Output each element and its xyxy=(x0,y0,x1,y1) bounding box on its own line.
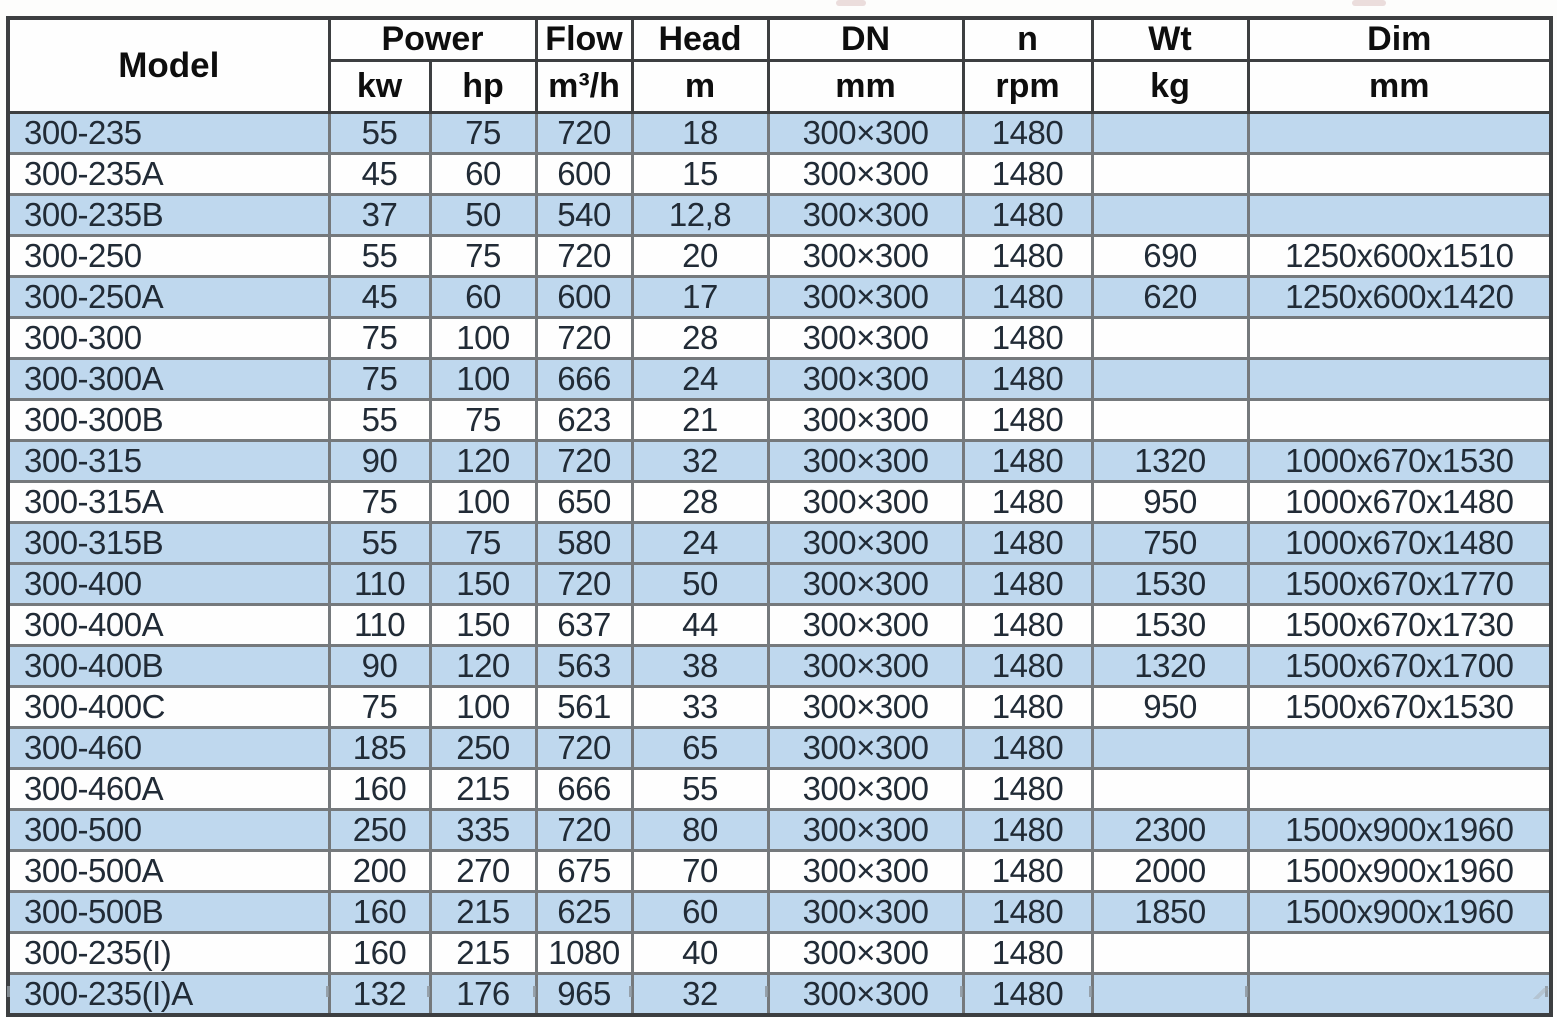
col-header-head: Head xyxy=(632,18,768,61)
cell-dn: 300×300 xyxy=(768,892,963,933)
cell-power-kw: 200 xyxy=(329,851,430,892)
cell-flow: 623 xyxy=(536,400,632,441)
cell-flow: 650 xyxy=(536,482,632,523)
cell-model: 300-400 xyxy=(8,564,329,605)
pump-spec-table xyxy=(6,16,1553,1017)
cell-dim: 1500x670x1770 xyxy=(1248,564,1551,605)
cell-dn: 300×300 xyxy=(768,113,963,154)
cell-dim xyxy=(1248,195,1551,236)
cell-power-kw: 45 xyxy=(329,154,430,195)
cell-wt: 950 xyxy=(1092,482,1248,523)
cell-wt xyxy=(1092,318,1248,359)
col-header-dn: DN xyxy=(768,18,963,61)
cell-dn: 300×300 xyxy=(768,195,963,236)
cell-power-hp: 75 xyxy=(430,113,536,154)
cell-dim: 1500x900x1960 xyxy=(1248,892,1551,933)
cell-flow: 666 xyxy=(536,359,632,400)
cell-power-hp: 120 xyxy=(430,646,536,687)
cell-wt: 1850 xyxy=(1092,892,1248,933)
unit-flow: m³/h xyxy=(536,61,632,113)
cell-power-hp: 60 xyxy=(430,277,536,318)
table-row xyxy=(8,810,1551,851)
cell-wt: 750 xyxy=(1092,523,1248,564)
table-row xyxy=(8,195,1551,236)
cell-power-hp: 75 xyxy=(430,400,536,441)
cell-power-kw: 55 xyxy=(329,400,430,441)
cell-rpm: 1480 xyxy=(963,482,1092,523)
cell-rpm: 1480 xyxy=(963,318,1092,359)
table-row xyxy=(8,851,1551,892)
table-row xyxy=(8,113,1551,154)
cell-power-hp: 100 xyxy=(430,482,536,523)
cell-dn: 300×300 xyxy=(768,277,963,318)
col-header-dim: Dim xyxy=(1248,18,1551,61)
cell-power-kw: 110 xyxy=(329,605,430,646)
cell-rpm: 1480 xyxy=(963,892,1092,933)
cell-model: 300-250A xyxy=(8,277,329,318)
cell-power-kw: 160 xyxy=(329,933,430,974)
header-row-labels xyxy=(8,18,1551,61)
cell-wt: 620 xyxy=(1092,277,1248,318)
cell-power-kw: 110 xyxy=(329,564,430,605)
cell-wt xyxy=(1092,400,1248,441)
cell-power-hp: 215 xyxy=(430,933,536,974)
cell-dn: 300×300 xyxy=(768,974,963,1016)
cell-rpm: 1480 xyxy=(963,441,1092,482)
cell-dim: 1500x900x1960 xyxy=(1248,810,1551,851)
cell-power-kw: 45 xyxy=(329,277,430,318)
table-row xyxy=(8,687,1551,728)
cell-wt: 950 xyxy=(1092,687,1248,728)
cell-power-kw: 132 xyxy=(329,974,430,1016)
cell-rpm: 1480 xyxy=(963,810,1092,851)
cell-model: 300-460 xyxy=(8,728,329,769)
cell-power-kw: 185 xyxy=(329,728,430,769)
cropped-row-line xyxy=(765,986,768,997)
cell-power-hp: 100 xyxy=(430,687,536,728)
cell-head: 12,8 xyxy=(632,195,768,236)
cell-model: 300-235(I)A xyxy=(8,974,329,1016)
cell-head: 15 xyxy=(632,154,768,195)
cell-dim: 1250x600x1510 xyxy=(1248,236,1551,277)
cell-dn: 300×300 xyxy=(768,154,963,195)
cell-model: 300-315A xyxy=(8,482,329,523)
cell-flow: 600 xyxy=(536,277,632,318)
unit-hp: hp xyxy=(430,61,536,113)
cell-dn: 300×300 xyxy=(768,236,963,277)
cell-power-kw: 37 xyxy=(329,195,430,236)
cell-power-kw: 250 xyxy=(329,810,430,851)
col-header-wt: Wt xyxy=(1092,18,1248,61)
cell-dim: 1500x670x1700 xyxy=(1248,646,1551,687)
cell-head: 60 xyxy=(632,892,768,933)
unit-dim: mm xyxy=(1248,61,1551,113)
cell-wt xyxy=(1092,728,1248,769)
cell-model: 300-235B xyxy=(8,195,329,236)
cell-head: 80 xyxy=(632,810,768,851)
cell-dim: 1500x900x1960 xyxy=(1248,851,1551,892)
cell-dn: 300×300 xyxy=(768,933,963,974)
cell-rpm: 1480 xyxy=(963,564,1092,605)
scan-artifact xyxy=(1528,988,1554,999)
cell-rpm: 1480 xyxy=(963,400,1092,441)
cell-rpm: 1480 xyxy=(963,974,1092,1016)
cropped-text-artifact xyxy=(1352,0,1386,6)
cell-wt xyxy=(1092,359,1248,400)
cell-dn: 300×300 xyxy=(768,359,963,400)
cell-model: 300-300A xyxy=(8,359,329,400)
cropped-text-artifact xyxy=(836,0,866,6)
cell-rpm: 1480 xyxy=(963,236,1092,277)
cell-dn: 300×300 xyxy=(768,687,963,728)
cell-model: 300-300B xyxy=(8,400,329,441)
cell-power-kw: 75 xyxy=(329,482,430,523)
cropped-row-line xyxy=(960,986,963,997)
cell-wt xyxy=(1092,933,1248,974)
cell-power-hp: 100 xyxy=(430,318,536,359)
table-row xyxy=(8,769,1551,810)
cell-head: 32 xyxy=(632,441,768,482)
cell-power-hp: 215 xyxy=(430,769,536,810)
table-row xyxy=(8,523,1551,564)
table-row xyxy=(8,605,1551,646)
cell-rpm: 1480 xyxy=(963,195,1092,236)
unit-dn: mm xyxy=(768,61,963,113)
cell-flow: 637 xyxy=(536,605,632,646)
cell-power-kw: 160 xyxy=(329,892,430,933)
cell-rpm: 1480 xyxy=(963,687,1092,728)
cropped-row-line xyxy=(7,986,10,997)
unit-kw: kw xyxy=(329,61,430,113)
cell-flow: 720 xyxy=(536,318,632,359)
cell-power-hp: 270 xyxy=(430,851,536,892)
cell-dim xyxy=(1248,769,1551,810)
cell-flow: 600 xyxy=(536,154,632,195)
cropped-row-line xyxy=(629,986,632,997)
cell-flow: 563 xyxy=(536,646,632,687)
table-row xyxy=(8,933,1551,974)
cell-power-hp: 60 xyxy=(430,154,536,195)
cell-head: 20 xyxy=(632,236,768,277)
cell-model: 300-400A xyxy=(8,605,329,646)
unit-head: m xyxy=(632,61,768,113)
cell-head: 24 xyxy=(632,523,768,564)
cell-flow: 561 xyxy=(536,687,632,728)
cell-dn: 300×300 xyxy=(768,810,963,851)
cell-wt: 1320 xyxy=(1092,646,1248,687)
cell-rpm: 1480 xyxy=(963,154,1092,195)
cell-dn: 300×300 xyxy=(768,400,963,441)
cell-wt xyxy=(1092,195,1248,236)
cell-power-hp: 50 xyxy=(430,195,536,236)
cell-power-hp: 75 xyxy=(430,236,536,277)
cropped-row-line xyxy=(1245,986,1248,997)
cell-power-kw: 90 xyxy=(329,441,430,482)
cell-flow: 540 xyxy=(536,195,632,236)
cell-rpm: 1480 xyxy=(963,523,1092,564)
cell-wt: 1320 xyxy=(1092,441,1248,482)
cell-wt: 1530 xyxy=(1092,605,1248,646)
table-row xyxy=(8,318,1551,359)
cell-flow: 720 xyxy=(536,113,632,154)
cell-rpm: 1480 xyxy=(963,851,1092,892)
table-header xyxy=(8,18,1551,113)
col-header-flow: Flow xyxy=(536,18,632,61)
cell-flow: 675 xyxy=(536,851,632,892)
table-row xyxy=(8,728,1551,769)
cell-power-kw: 75 xyxy=(329,687,430,728)
cell-dn: 300×300 xyxy=(768,605,963,646)
cell-rpm: 1480 xyxy=(963,605,1092,646)
cell-head: 17 xyxy=(632,277,768,318)
cell-power-hp: 100 xyxy=(430,359,536,400)
col-header-power: Power xyxy=(329,18,536,61)
cell-rpm: 1480 xyxy=(963,359,1092,400)
table-row xyxy=(8,277,1551,318)
cell-power-kw: 160 xyxy=(329,769,430,810)
cell-power-hp: 120 xyxy=(430,441,536,482)
cropped-row-line xyxy=(1089,986,1092,997)
cell-model: 300-500A xyxy=(8,851,329,892)
cell-power-hp: 150 xyxy=(430,564,536,605)
cell-dn: 300×300 xyxy=(768,318,963,359)
table-row xyxy=(8,400,1551,441)
cropped-row-line xyxy=(533,986,536,997)
cell-head: 55 xyxy=(632,769,768,810)
cell-dn: 300×300 xyxy=(768,523,963,564)
cell-head: 21 xyxy=(632,400,768,441)
cell-dim xyxy=(1248,113,1551,154)
cell-model: 300-315B xyxy=(8,523,329,564)
cell-dim xyxy=(1248,359,1551,400)
unit-n: rpm xyxy=(963,61,1092,113)
cell-rpm: 1480 xyxy=(963,933,1092,974)
cell-dim xyxy=(1248,728,1551,769)
cell-dn: 300×300 xyxy=(768,851,963,892)
cell-power-hp: 75 xyxy=(430,523,536,564)
cell-model: 300-400C xyxy=(8,687,329,728)
cell-head: 40 xyxy=(632,933,768,974)
cell-dim xyxy=(1248,318,1551,359)
cell-head: 70 xyxy=(632,851,768,892)
table-row xyxy=(8,441,1551,482)
cell-head: 50 xyxy=(632,564,768,605)
cell-rpm: 1480 xyxy=(963,277,1092,318)
cell-model: 300-500B xyxy=(8,892,329,933)
cropped-next-row xyxy=(0,986,1557,1000)
cell-dim: 1500x670x1530 xyxy=(1248,687,1551,728)
cell-flow: 720 xyxy=(536,728,632,769)
cell-power-kw: 90 xyxy=(329,646,430,687)
cell-rpm: 1480 xyxy=(963,113,1092,154)
cell-dim: 1000x670x1480 xyxy=(1248,523,1551,564)
cell-dn: 300×300 xyxy=(768,482,963,523)
cell-dim: 1000x670x1530 xyxy=(1248,441,1551,482)
cell-wt: 2300 xyxy=(1092,810,1248,851)
cell-model: 300-500 xyxy=(8,810,329,851)
cell-head: 18 xyxy=(632,113,768,154)
table-row xyxy=(8,359,1551,400)
cell-head: 28 xyxy=(632,318,768,359)
cell-head: 44 xyxy=(632,605,768,646)
cell-power-kw: 55 xyxy=(329,236,430,277)
cell-flow: 1080 xyxy=(536,933,632,974)
cell-power-hp: 176 xyxy=(430,974,536,1016)
cell-flow: 720 xyxy=(536,810,632,851)
cell-flow: 720 xyxy=(536,236,632,277)
table-body xyxy=(8,113,1551,1016)
cell-wt: 1530 xyxy=(1092,564,1248,605)
cell-head: 32 xyxy=(632,974,768,1016)
cell-power-kw: 55 xyxy=(329,113,430,154)
cell-wt xyxy=(1092,113,1248,154)
cell-head: 65 xyxy=(632,728,768,769)
cell-dn: 300×300 xyxy=(768,728,963,769)
cell-head: 33 xyxy=(632,687,768,728)
cell-model: 300-235(I) xyxy=(8,933,329,974)
cell-head: 38 xyxy=(632,646,768,687)
cell-rpm: 1480 xyxy=(963,769,1092,810)
cell-flow: 666 xyxy=(536,769,632,810)
cell-dim xyxy=(1248,154,1551,195)
cropped-row-line xyxy=(427,986,430,997)
table-row xyxy=(8,482,1551,523)
cell-model: 300-400B xyxy=(8,646,329,687)
cell-dn: 300×300 xyxy=(768,646,963,687)
cell-model: 300-300 xyxy=(8,318,329,359)
table-row xyxy=(8,236,1551,277)
cell-dim: 1500x670x1730 xyxy=(1248,605,1551,646)
col-header-model: Model xyxy=(8,18,329,113)
cell-dn: 300×300 xyxy=(768,564,963,605)
cell-power-kw: 75 xyxy=(329,359,430,400)
cell-dim xyxy=(1248,400,1551,441)
cell-dim: 1250x600x1420 xyxy=(1248,277,1551,318)
cell-wt xyxy=(1092,154,1248,195)
table-row xyxy=(8,564,1551,605)
cell-model: 300-460A xyxy=(8,769,329,810)
cell-power-hp: 215 xyxy=(430,892,536,933)
cell-rpm: 1480 xyxy=(963,646,1092,687)
cell-dim xyxy=(1248,933,1551,974)
cell-model: 300-235A xyxy=(8,154,329,195)
cell-wt: 690 xyxy=(1092,236,1248,277)
col-header-n: n xyxy=(963,18,1092,61)
cell-dn: 300×300 xyxy=(768,769,963,810)
cell-model: 300-235 xyxy=(8,113,329,154)
cell-rpm: 1480 xyxy=(963,728,1092,769)
cell-flow: 720 xyxy=(536,441,632,482)
table-row xyxy=(8,154,1551,195)
cell-power-kw: 75 xyxy=(329,318,430,359)
cell-power-hp: 335 xyxy=(430,810,536,851)
cell-power-hp: 150 xyxy=(430,605,536,646)
table-row xyxy=(8,892,1551,933)
cell-flow: 965 xyxy=(536,974,632,1016)
cell-model: 300-315 xyxy=(8,441,329,482)
cell-wt xyxy=(1092,769,1248,810)
cell-wt: 2000 xyxy=(1092,851,1248,892)
cell-power-hp: 250 xyxy=(430,728,536,769)
cell-flow: 720 xyxy=(536,564,632,605)
unit-wt: kg xyxy=(1092,61,1248,113)
table-row xyxy=(8,646,1551,687)
cropped-row-line xyxy=(326,986,329,997)
cell-model: 300-250 xyxy=(8,236,329,277)
cell-flow: 625 xyxy=(536,892,632,933)
cell-head: 28 xyxy=(632,482,768,523)
cell-flow: 580 xyxy=(536,523,632,564)
cell-power-kw: 55 xyxy=(329,523,430,564)
cell-dn: 300×300 xyxy=(768,441,963,482)
cell-dim: 1000x670x1480 xyxy=(1248,482,1551,523)
cell-head: 24 xyxy=(632,359,768,400)
